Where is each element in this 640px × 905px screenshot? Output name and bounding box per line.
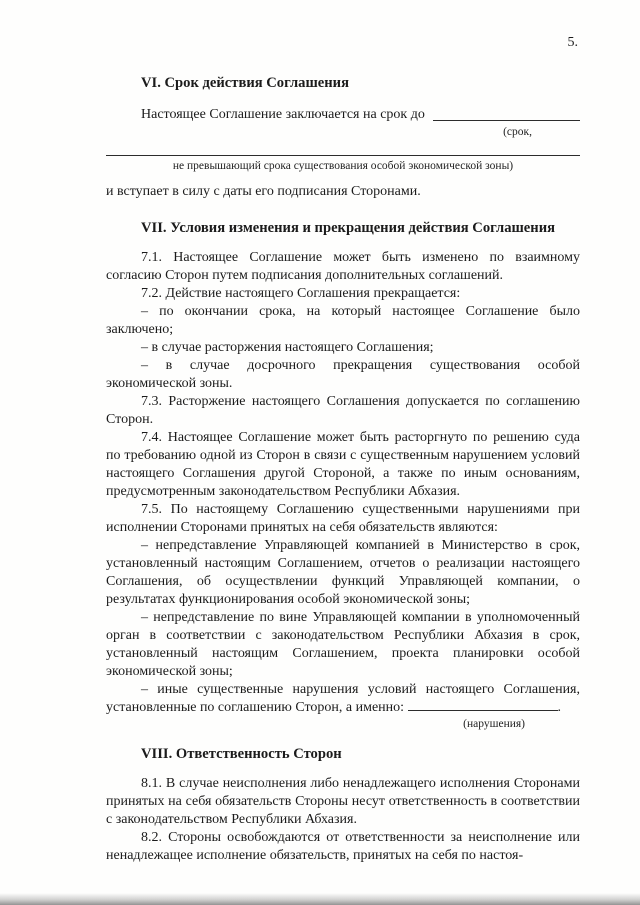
paragraph-7-1: 7.1. Настоящее Соглашение может быть изменено по взаимному согласию Сторон путем подписания дополнительных соглашений. xyxy=(106,250,580,283)
fill-in-blank xyxy=(408,699,558,711)
paragraph: и вступает в силу с даты его подписания Сторонами. xyxy=(106,184,421,199)
list-item: – непредставление по вине Управляющей компании в уполномоченный орган в соответствии с законодательством Республики Абхазия в срок, установленный настоящим Соглашением, проекта планировки особой экономической зоны; xyxy=(106,610,580,679)
blank-caption-zone: не превышающий срока существования особой экономической зоны) xyxy=(172,160,514,172)
paragraph-7-5: 7.5. По настоящему Соглашению существенными нарушениями при исполнении Сторонами принятых на себя обязательств являются: xyxy=(106,502,580,535)
paragraph-7-2: 7.2. Действие настоящего Соглашения прекращается: xyxy=(141,286,461,301)
list-item: – в случае досрочного прекращения существования особой экономической зоны. xyxy=(106,358,580,391)
list-item-text: – иные существенные нарушения условий настоящего Соглашения, установленные по соглашению Сторон, а именно: xyxy=(106,682,580,715)
list-item: – по окончании срока, на который настоящее Соглашение было заключено; xyxy=(106,304,580,337)
section-heading-vii: VII. Условия изменения и прекращения действия Соглашения xyxy=(141,220,555,236)
fill-in-blank xyxy=(433,120,580,121)
paragraph-7-3: 7.3. Расторжение настоящего Соглашения допускается по соглашению Сторон. xyxy=(106,394,580,427)
paragraph-8-1: 8.1. В случае неисполнения либо ненадлежащего исполнения Сторонами принятых на себя обязательств Стороны несут ответственность в соответствии с законодательством Республики Абхазия. xyxy=(106,776,580,827)
page-number: 5. xyxy=(567,35,578,50)
fill-in-line xyxy=(106,141,580,156)
intro-text: Настоящее Соглашение заключается на срок до xyxy=(141,107,425,122)
list-item: – в случае расторжения настоящего Соглашения; xyxy=(141,340,434,355)
blank-caption-srok: (срок, xyxy=(503,126,532,138)
list-item-end: . xyxy=(557,700,562,715)
section-heading-vi: VI. Срок действия Соглашения xyxy=(141,75,349,91)
scan-edge-artifact xyxy=(0,893,640,905)
list-item: – непредставление Управляющей компанией в Министерство в срок, установленный настоящим Соглашением, отчетов о реализации настоящего Соглашения, об осуществлении функций Управляющей компании, о результатах функционирования особой экономической зоны; xyxy=(106,538,580,607)
paragraph-8-2: 8.2. Стороны освобождаются от ответственности за неисполнение или ненадлежащее исполнение обязательств, принятых на себя по настоя- xyxy=(106,830,580,863)
paragraph-7-4: 7.4. Настоящее Соглашение может быть расторгнуто по решению суда по требованию одной из Сторон в связи с существенным нарушением условий настоящего Соглашения другой Стороной, а также по иным основаниям, предусмотренным законодательством Республики Абхазия. xyxy=(106,430,580,499)
paragraph-with-blank xyxy=(106,106,580,124)
section-heading-viii: VIII. Ответственность Сторон xyxy=(141,746,342,762)
blank-caption-narusheniya: (нарушения) xyxy=(463,718,525,730)
list-item-with-blank xyxy=(106,681,580,717)
